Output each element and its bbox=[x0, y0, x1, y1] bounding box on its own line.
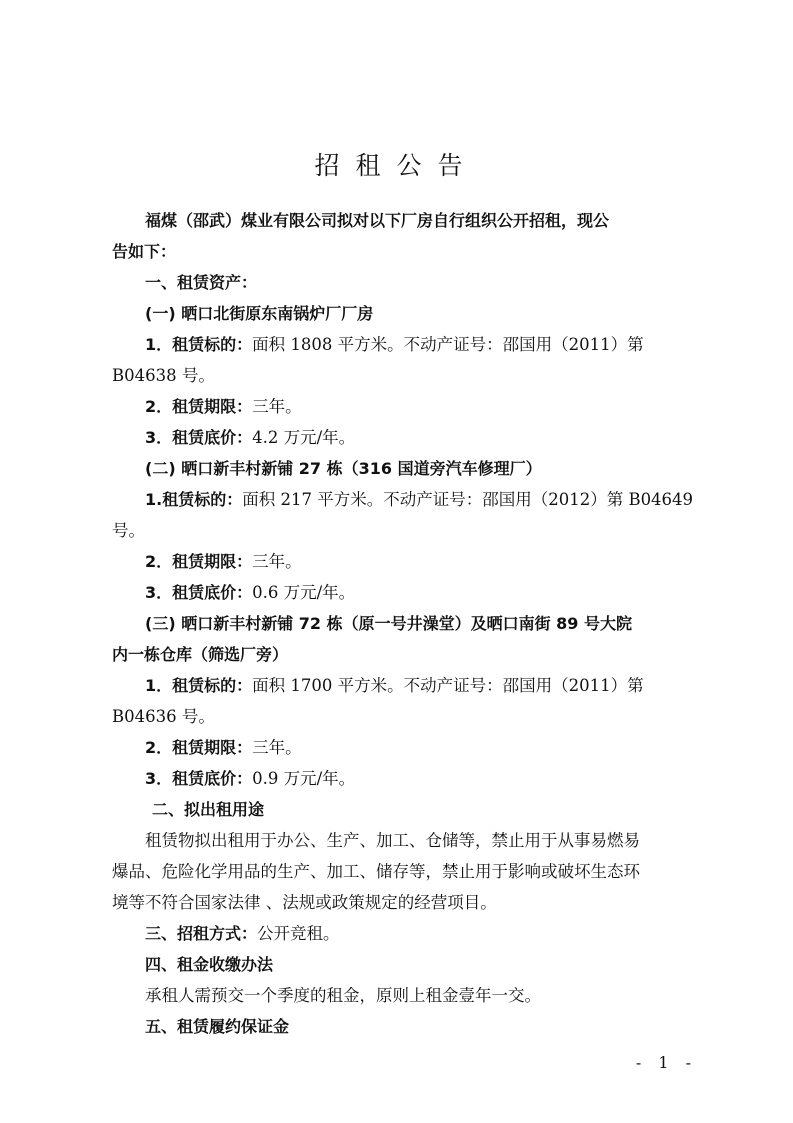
item-3-heading: (三) 晒口新丰村新铺 72 栋（原一号井澡堂）及晒口南街 89 号大院 bbox=[145, 614, 633, 633]
section-5-heading: 五、租赁履约保证金 bbox=[145, 1017, 290, 1036]
item-2-heading: (二) 晒口新丰村新铺 27 栋（316 国道旁汽车修理厂） bbox=[145, 459, 542, 478]
section-3-label: 三、招租方式： bbox=[145, 924, 258, 943]
item-2-subject-label: 1.租赁标的： bbox=[145, 490, 243, 509]
item-3-subject bbox=[112, 670, 702, 701]
item-2-subject-cont: 号。 bbox=[112, 521, 145, 540]
intro-line-1: 福煤（邵武）煤业有限公司拟对以下厂房自行组织公开招租，现公 bbox=[145, 211, 610, 230]
item-2-price-label: 3．租赁底价： bbox=[145, 583, 253, 602]
item-1-heading: (一) 晒口北街原东南锅炉厂厂房 bbox=[145, 304, 374, 323]
item-1-price-value: 4.2 万元/年。 bbox=[252, 428, 356, 447]
item-3-heading-cont: 内一栋仓库（筛选厂旁） bbox=[112, 645, 289, 664]
item-2-price bbox=[112, 577, 702, 608]
item-3-subject-cont: B04636 号。 bbox=[112, 707, 215, 726]
item-2-term bbox=[112, 546, 702, 577]
section-3 bbox=[112, 918, 702, 949]
item-2-subject bbox=[112, 484, 702, 515]
intro-line-2: 告如下： bbox=[112, 242, 177, 261]
document-body bbox=[112, 205, 702, 1042]
section-4-heading: 四、租金收缴办法 bbox=[145, 955, 274, 974]
item-1-price bbox=[112, 422, 702, 453]
item-3-price bbox=[112, 763, 702, 794]
page-number: - 1 - bbox=[635, 1053, 697, 1072]
item-2-term-value: 三年。 bbox=[252, 552, 302, 571]
section-2-line-2: 爆品、危险化学用品的生产、加工、储存等，禁止用于影响或破坏生态环 bbox=[112, 862, 640, 881]
item-1-term-value: 三年。 bbox=[252, 397, 302, 416]
section-1-heading: 一、租赁资产： bbox=[145, 273, 258, 292]
item-1-subject-label: 1．租赁标的： bbox=[145, 335, 253, 354]
item-2-subject-text: 面积 217 平方米。不动产证号：邵国用（2012）第 B04649 bbox=[242, 490, 694, 509]
item-3-subject-text: 面积 1700 平方米。不动产证号：邵国用（2011）第 bbox=[252, 676, 644, 695]
item-1-price-label: 3．租赁底价： bbox=[145, 428, 253, 447]
item-3-term-label: 2．租赁期限： bbox=[145, 738, 253, 757]
item-1-subject-text: 面积 1808 平方米。不动产证号：邵国用（2011）第 bbox=[252, 335, 644, 354]
page-title: 招租公告 bbox=[314, 151, 479, 180]
item-3-price-label: 3．租赁底价： bbox=[145, 769, 253, 788]
section-2-heading: 二、拟出租用途 bbox=[152, 800, 265, 819]
item-1-term-label: 2．租赁期限： bbox=[145, 397, 253, 416]
section-2-line-3: 境等不符合国家法律 、法规或政策规定的经营项目。 bbox=[112, 893, 497, 912]
item-1-term bbox=[112, 391, 702, 422]
section-4-text: 承租人需预交一个季度的租金，原则上租金壹年一交。 bbox=[145, 986, 541, 1005]
item-1-subject bbox=[112, 329, 702, 360]
item-3-price-value: 0.9 万元/年。 bbox=[252, 769, 356, 788]
item-2-term-label: 2．租赁期限： bbox=[145, 552, 253, 571]
item-1-subject-cont: B04638 号。 bbox=[112, 366, 215, 385]
item-3-term-value: 三年。 bbox=[252, 738, 302, 757]
section-3-value: 公开竞租。 bbox=[257, 924, 340, 943]
item-3-subject-label: 1．租赁标的： bbox=[145, 676, 253, 695]
item-2-price-value: 0.6 万元/年。 bbox=[252, 583, 356, 602]
section-2-line-1: 租赁物拟出租用于办公、生产、加工、仓储等，禁止用于从事易燃易 bbox=[145, 831, 640, 850]
item-3-term bbox=[112, 732, 702, 763]
